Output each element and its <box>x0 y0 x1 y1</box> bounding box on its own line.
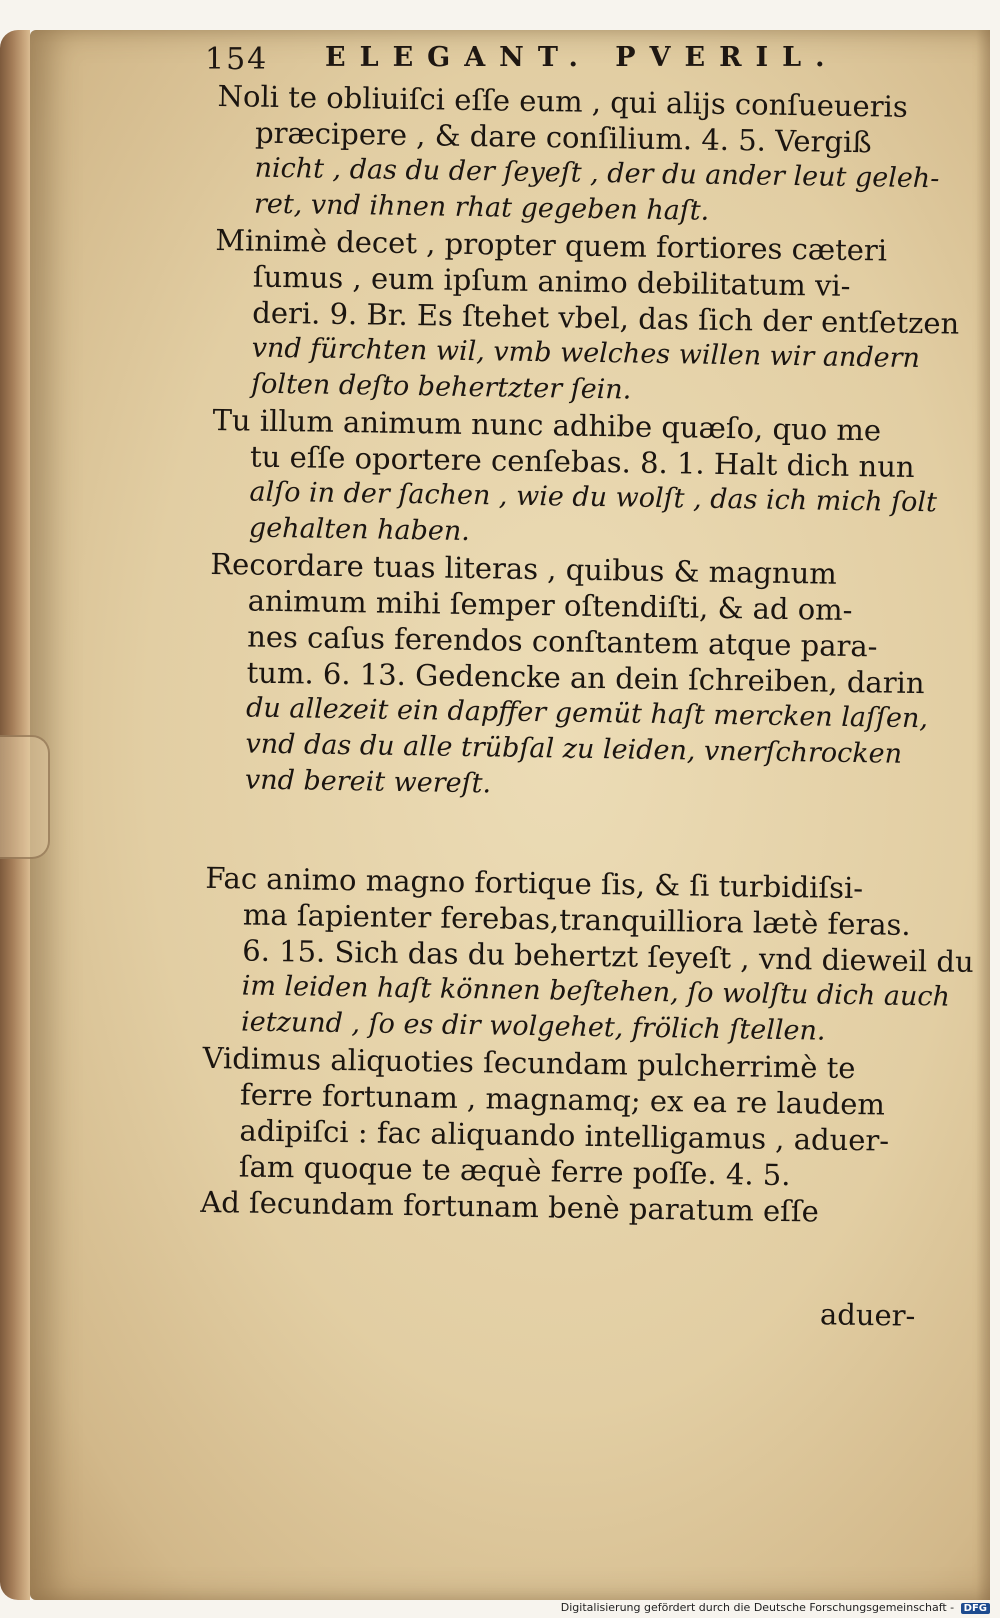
text-line: ſolten deſto behertzter ſein. <box>250 368 632 406</box>
page-number: 154 <box>205 42 269 77</box>
running-header <box>205 42 845 82</box>
text-line: vnd das du alle trübſal zu leiden, vnerſchrocken <box>245 728 903 770</box>
text-entry <box>203 860 974 1051</box>
text-line: ſumus , eum ipſum animo debilitatum vi- <box>252 259 851 303</box>
text-line: nes caſus ferendos conſtantem atque para- <box>246 619 878 664</box>
text-entry <box>213 222 960 413</box>
dfg-logo: DFG <box>961 1603 990 1614</box>
page-shadow <box>976 30 990 1600</box>
text-line: Recordare tuas literas , quibus & magnum <box>210 546 838 591</box>
text-line: Ad ſecundam fortunam benè paratum eſſe <box>200 1184 820 1229</box>
text-line: ietzund , ſo es dir wolgehet, frölich ſtellen. <box>240 1006 826 1047</box>
digitization-credit <box>561 1601 990 1614</box>
text-line: Tu illum animum nunc adhibe quæſo, quo me <box>212 402 882 448</box>
text-line: im leiden haſt können beſtehen, ſo wolſtu dich auch <box>241 970 951 1013</box>
running-title: ELEGANT. PVERIL. <box>325 42 839 73</box>
text-line: adipiſci : fac aliquando intelligamus , aduer- <box>239 1113 890 1158</box>
text-entry <box>201 1040 903 1195</box>
text-line: nicht , das du der ſeyeſt , der du ander leut geleh- <box>254 152 940 195</box>
credit-text: Digitalisierung gefördert durch die Deutsche Forschungsgemeinschaft - <box>560 1601 955 1614</box>
text-line: Vidimus aliquoties ſecundam pulcherrimè te <box>202 1040 856 1086</box>
text-line: vnd bereit wereſt. <box>244 764 492 800</box>
text-line: 6. 15. Sich das du behertzt ſeyeſt , vnd dieweil du <box>242 933 974 979</box>
text-entry <box>216 78 940 233</box>
paragraph-gap <box>206 798 907 871</box>
text-line: ma ſapienter ferebas,tranquilliora lætè feras. <box>242 897 911 942</box>
text-line: deri. 9. Br. Es ſtehet vbel, das ſich der entſetzen <box>252 295 960 341</box>
page-text <box>200 78 974 1231</box>
text-line: ret, vnd ihnen rhat gegeben haſt. <box>253 188 710 227</box>
text-line: Noli te obliuiſci eſſe eum , qui alijs conſueueris <box>217 78 909 124</box>
text-line: tu eſſe oportere cenſebas. 8. 1. Halt dich nun <box>249 439 915 484</box>
page-clip-mark <box>0 735 50 859</box>
text-line: tum. 6. 13. Gedencke an dein ſchreiben, darin <box>246 655 925 701</box>
text-entry <box>211 402 938 557</box>
text-line: gehalten haben. <box>248 512 471 548</box>
text-entry <box>207 546 929 809</box>
text-line: ſam quoque te æquè ferre poſſe. 4. 5. <box>238 1149 791 1193</box>
text-line: Minimè decet , propter quem fortiores cæteri <box>215 222 888 268</box>
text-line: vnd fürchten wil, vmb welches willen wir andern <box>251 332 921 375</box>
text-line: præcipere , & dare conſilium. 4. 5. Vergiß <box>254 115 872 160</box>
catchword: aduer- <box>819 1297 916 1333</box>
text-line: alſo in der ſachen , wie du wolſt , das ich mich ſolt <box>249 476 938 519</box>
text-line: ferre fortunam , magnamq; ex ea re laudem <box>239 1077 886 1122</box>
text-line: Fac animo magno fortique ſis, & ſi turbidiſsi- <box>205 860 864 906</box>
text-line: du allezeit ein dapffer gemüt haſt mercken laſſen, <box>245 692 929 735</box>
text-line: animum mihi ſemper oſtendiſti, & ad om- <box>247 583 853 628</box>
